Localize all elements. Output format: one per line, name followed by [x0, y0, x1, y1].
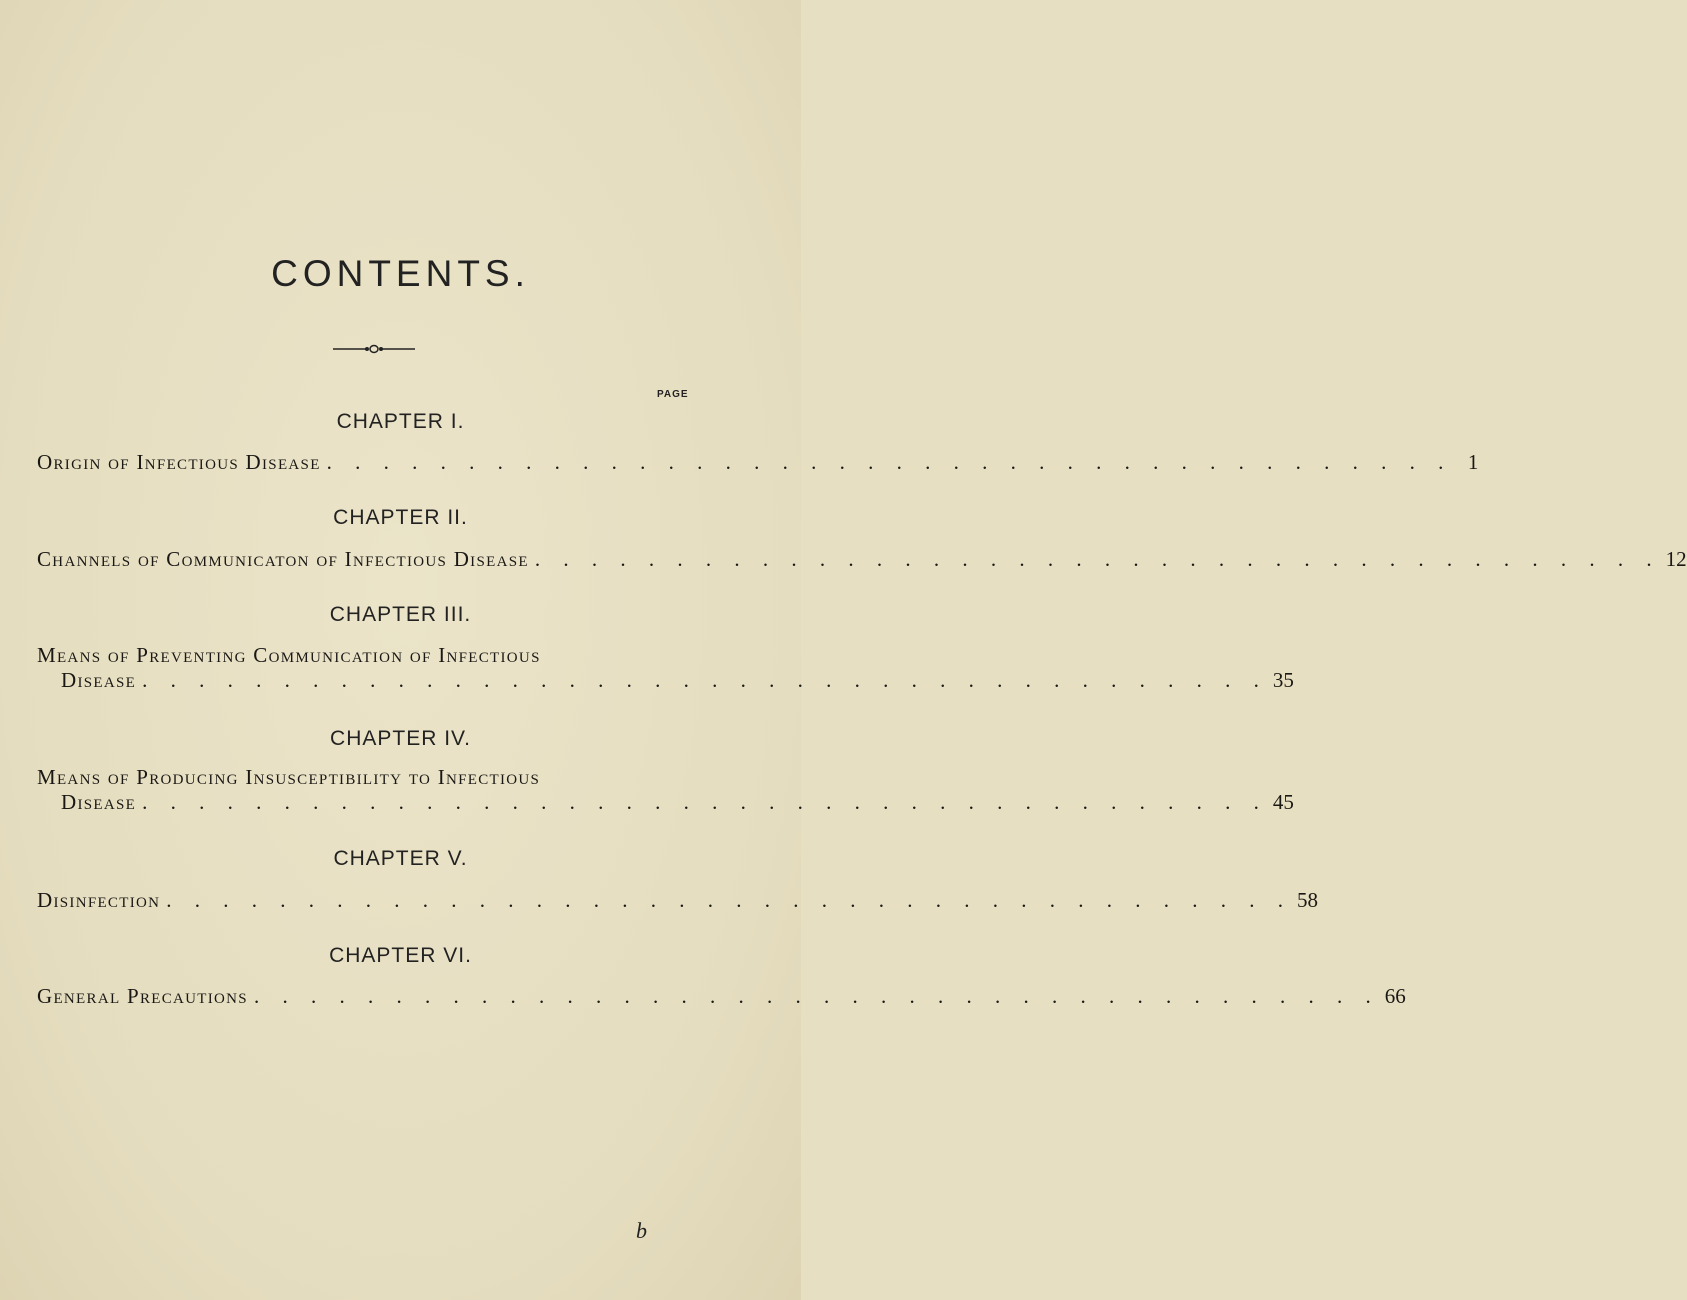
dot-leader: . . . . . . . . . . . . . . . . . . . . . . . . . . . . . . . . . . . . . . . . [534, 547, 1661, 571]
dot-leader: . . . . . . . . . . . . . . . . . . . . . . . . . . . . . . . . . . . . . . . . [142, 790, 1268, 814]
entry-title: General Precautions [37, 984, 248, 1008]
toc-entry[interactable] [37, 643, 1294, 693]
chapter-heading: CHAPTER I. [336, 410, 465, 433]
entry-title: Means of Preventing Communication of Infectious [37, 643, 541, 667]
page-number: 45 [1272, 790, 1294, 814]
entry-title: Means of Producing Insusceptibility to Infectious [37, 765, 541, 789]
entry-title-continued: Disease [61, 790, 137, 814]
page-number: 66 [1384, 984, 1406, 1008]
entry-title: Origin of Infectious Disease [37, 450, 321, 474]
entry-title: Disinfection [37, 888, 161, 912]
toc-entry[interactable] [37, 984, 1406, 1009]
page-number: 58 [1297, 888, 1319, 912]
dot-leader: . . . . . . . . . . . . . . . . . . . . . . . . . . . . . . . . . . . . . . . . [326, 450, 1453, 474]
chapter-heading: CHAPTER II. [333, 506, 468, 529]
divider-ornament [333, 343, 415, 355]
entry-title: Channels of Communicaton of Infectious Disease [37, 547, 529, 571]
chapter-heading: CHAPTER VI. [329, 944, 472, 967]
dot-leader: . . . . . . . . . . . . . . . . . . . . . . . . . . . . . . . . . . . . . . . . [253, 984, 1380, 1008]
page-number: 12 [1665, 547, 1687, 571]
page-column-label: PAGE [657, 389, 689, 400]
page-number: 1 [1467, 450, 1479, 474]
chapter-heading: CHAPTER V. [333, 847, 468, 870]
page-number: 35 [1272, 668, 1294, 692]
chapter-heading: CHAPTER IV. [330, 727, 471, 750]
signature-mark: b [636, 1218, 647, 1243]
page-title: CONTENTS. [271, 253, 530, 294]
toc-entry[interactable] [37, 450, 1479, 475]
dot-leader: . . . . . . . . . . . . . . . . . . . . . . . . . . . . . . . . . . . . . . . . [166, 888, 1293, 912]
toc-entry[interactable] [37, 547, 1687, 572]
toc-entry[interactable] [37, 765, 1294, 815]
dot-leader: . . . . . . . . . . . . . . . . . . . . . . . . . . . . . . . . . . . . . . . . [142, 668, 1268, 692]
chapter-heading: CHAPTER III. [329, 603, 472, 626]
toc-entry[interactable] [37, 888, 1319, 913]
entry-title-continued: Disease [61, 668, 137, 692]
